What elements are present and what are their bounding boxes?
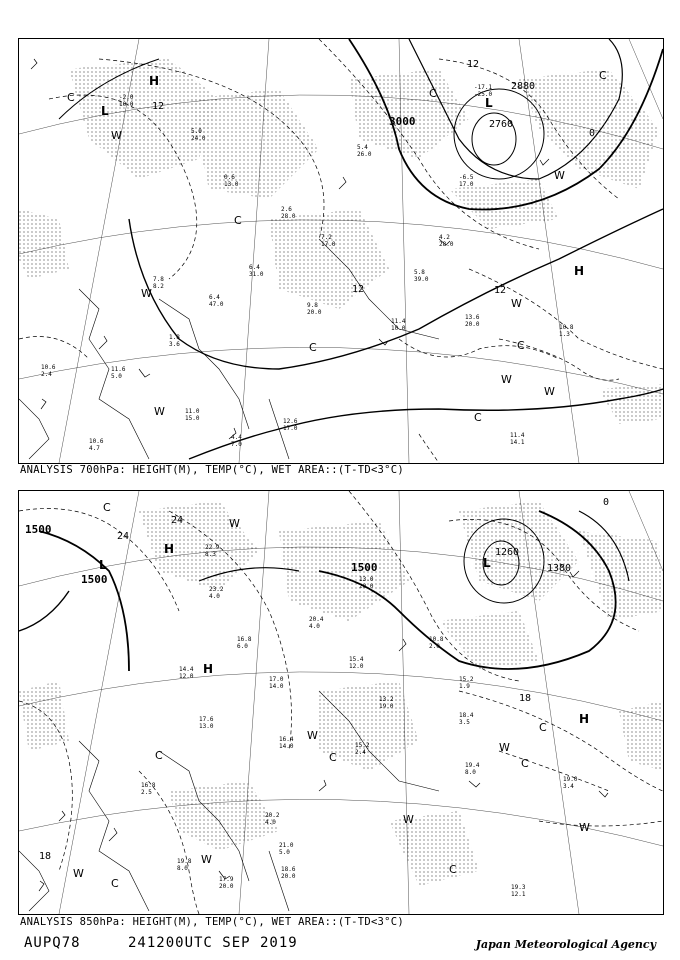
svg-text:12.1: 12.1 [511, 891, 526, 898]
svg-text:8.0: 8.0 [177, 865, 188, 872]
station-plot [465, 314, 480, 328]
svg-text:13.2: 13.2 [379, 696, 394, 703]
air-mass-label: W [501, 373, 512, 386]
svg-text:16.8: 16.8 [141, 782, 156, 789]
svg-text:8.0: 8.0 [465, 769, 476, 776]
isotherm-label: 24 [117, 531, 130, 542]
svg-text:3.4: 3.4 [563, 783, 574, 790]
station-plot [177, 858, 192, 872]
svg-text:18.6: 18.6 [281, 866, 296, 873]
svg-text:7.8: 7.8 [153, 276, 164, 283]
svg-text:5.0: 5.0 [279, 849, 290, 856]
station-plot [89, 438, 104, 452]
svg-text:10.0: 10.0 [119, 101, 134, 108]
height-label: 2760 [489, 119, 514, 130]
svg-text:2.6: 2.6 [281, 206, 292, 213]
chart-code: AUPQ78 [24, 935, 81, 951]
map-700hpa [18, 38, 664, 464]
air-mass-label: C [155, 749, 163, 762]
station-plot [265, 812, 280, 826]
svg-text:6.4: 6.4 [209, 294, 220, 301]
svg-text:6.4: 6.4 [249, 264, 260, 271]
svg-text:20.2: 20.2 [265, 812, 280, 819]
svg-text:20.0: 20.0 [359, 583, 374, 590]
air-mass-label: W [201, 853, 212, 866]
svg-text:11.4: 11.4 [391, 318, 406, 325]
svg-text:7.0: 7.0 [231, 441, 242, 448]
svg-text:12.0: 12.0 [179, 673, 194, 680]
station-plot [141, 782, 156, 796]
svg-text:20.0: 20.0 [465, 321, 480, 328]
isotherm-label: 12 [352, 284, 365, 295]
svg-text:16.4: 16.4 [279, 736, 294, 743]
height-label: 1380 [547, 563, 572, 574]
svg-text:13.0: 13.0 [199, 723, 214, 730]
svg-text:11.0: 11.0 [185, 408, 200, 415]
svg-text:11.6: 11.6 [111, 366, 126, 373]
svg-text:5.4: 5.4 [357, 144, 368, 151]
svg-text:4.7: 4.7 [89, 445, 100, 452]
svg-text:19.3: 19.3 [511, 884, 526, 891]
station-plot [279, 842, 294, 856]
air-mass-label: C [111, 877, 119, 890]
svg-text:1.8: 1.8 [169, 334, 180, 341]
air-mass-label: C [599, 69, 607, 82]
svg-text:39.0: 39.0 [414, 276, 429, 283]
high-center-label: H [579, 712, 590, 726]
svg-text:5.8: 5.8 [414, 269, 425, 276]
isotherm-label: 0 [589, 128, 596, 139]
isotherm-label: 0 [603, 497, 610, 508]
air-mass-label: C [521, 757, 529, 770]
svg-text:10.0: 10.0 [391, 325, 406, 332]
svg-text:4.0: 4.0 [265, 819, 276, 826]
station-plot [185, 408, 200, 422]
svg-text:4.0: 4.0 [309, 623, 320, 630]
svg-text:13.6: 13.6 [465, 314, 480, 321]
svg-text:3.5: 3.5 [459, 719, 470, 726]
air-mass-label: W [141, 287, 152, 300]
svg-text:5.0: 5.0 [111, 373, 122, 380]
station-plot [391, 318, 406, 332]
air-mass-label: C [329, 751, 337, 764]
agency-name: Japan Meteorological Agency [475, 938, 656, 951]
svg-text:-6.5: -6.5 [459, 174, 474, 181]
svg-text:13.0: 13.0 [359, 576, 374, 583]
low-center-label: L [99, 558, 107, 572]
isotherm-label: 12 [494, 285, 507, 296]
air-mass-label: W [511, 297, 522, 310]
height-label: 1500 [81, 573, 108, 586]
station-plot [281, 866, 296, 880]
air-mass-label: C [67, 91, 75, 104]
svg-text:19.8: 19.8 [177, 858, 192, 865]
svg-text:10.8: 10.8 [429, 636, 444, 643]
svg-text:14.1: 14.1 [510, 439, 525, 446]
svg-text:9.8: 9.8 [307, 302, 318, 309]
caption-850hpa: ANALYSIS 850hPa: HEIGHT(M), TEMP(°C), WET AREA::(T-TD<3°C) [20, 916, 405, 928]
high-center-label: H [149, 74, 160, 88]
isotherm-label: 12 [152, 101, 165, 112]
low-center-label: L [485, 96, 493, 110]
map-850hpa [18, 490, 664, 915]
svg-text:2.4: 2.4 [355, 749, 366, 756]
height-label: 1500 [25, 523, 52, 536]
height-label: 1260 [495, 547, 520, 558]
svg-text:20.0: 20.0 [219, 883, 234, 890]
svg-text:15.4: 15.4 [349, 656, 364, 663]
air-mass-label: W [73, 867, 84, 880]
air-mass-label: W [154, 405, 165, 418]
air-mass-label: W [111, 129, 122, 142]
svg-text:21.0: 21.0 [279, 842, 294, 849]
isotherm-label: 18 [519, 693, 532, 704]
svg-text:10.6: 10.6 [41, 364, 56, 371]
station-plot [283, 418, 298, 432]
svg-text:6.0: 6.0 [237, 643, 248, 650]
station-plot [41, 364, 56, 378]
station-plot [465, 762, 480, 776]
low-center-label: L [101, 104, 109, 118]
air-mass-label: C [517, 339, 525, 352]
svg-text:1.9: 1.9 [459, 683, 470, 690]
station-plot [231, 434, 242, 448]
svg-text:10.6: 10.6 [89, 438, 104, 445]
air-mass-label: W [229, 517, 240, 530]
svg-text:20.4: 20.4 [309, 616, 324, 623]
svg-text:15.0: 15.0 [185, 415, 200, 422]
air-mass-label: C [309, 341, 317, 354]
air-mass-label: W [579, 821, 590, 834]
high-center-label: H [574, 264, 585, 278]
isotherm-label: 18 [39, 851, 52, 862]
height-label: 3000 [389, 115, 416, 128]
air-mass-label: W [554, 169, 565, 182]
svg-text:1.3: 1.3 [559, 331, 570, 338]
svg-text:17.6: 17.6 [199, 716, 214, 723]
isotherm-label: 12 [467, 59, 480, 70]
air-mass-label: C [429, 87, 437, 100]
station-plot [563, 776, 578, 790]
air-mass-label: W [544, 385, 555, 398]
low-center-label: L [483, 556, 491, 570]
station-plot [559, 324, 574, 338]
svg-text:17.0: 17.0 [269, 676, 284, 683]
svg-text:8.2: 8.2 [153, 283, 164, 290]
air-mass-label: C [474, 411, 482, 424]
svg-text:14.0: 14.0 [279, 743, 294, 750]
map-850hpa-canvas [19, 491, 663, 914]
svg-text:12.6: 12.6 [283, 418, 298, 425]
svg-text:26.0: 26.0 [357, 151, 372, 158]
valid-time: 241200UTC SEP 2019 [128, 935, 298, 951]
svg-text:19.0: 19.0 [379, 703, 394, 710]
caption-700hpa: ANALYSIS 700hPa: HEIGHT(M), TEMP(°C), WET AREA::(T-TD<3°C) [20, 464, 405, 476]
svg-text:8.3: 8.3 [205, 551, 216, 558]
station-plot [459, 712, 474, 726]
svg-text:-2.0: -2.0 [119, 94, 134, 101]
svg-text:4.4: 4.4 [231, 434, 242, 441]
air-mass-label: W [307, 729, 318, 742]
svg-text:10.8: 10.8 [559, 324, 574, 331]
svg-text:23.2: 23.2 [209, 586, 224, 593]
station-plot [153, 276, 164, 290]
svg-text:4.0: 4.0 [209, 593, 220, 600]
svg-text:17.0: 17.0 [459, 181, 474, 188]
svg-text:2.0: 2.0 [429, 643, 440, 650]
station-plot [511, 884, 526, 898]
svg-text:16.8: 16.8 [237, 636, 252, 643]
station-plot [307, 302, 322, 316]
svg-text:28.0: 28.0 [439, 241, 454, 248]
svg-text:0.6: 0.6 [224, 174, 235, 181]
svg-text:12.0: 12.0 [349, 663, 364, 670]
isotherm-label: 24 [171, 515, 184, 526]
high-center-label: H [164, 542, 175, 556]
station-plot [111, 366, 126, 380]
svg-text:20.0: 20.0 [281, 873, 296, 880]
height-label: 1500 [351, 561, 378, 574]
height-label: 2880 [511, 81, 536, 92]
svg-text:15.2: 15.2 [459, 676, 474, 683]
air-mass-label: W [499, 741, 510, 754]
svg-text:7.2: 7.2 [321, 234, 332, 241]
air-mass-label: C [449, 863, 457, 876]
svg-text:20.0: 20.0 [307, 309, 322, 316]
svg-text:2.4: 2.4 [41, 371, 52, 378]
svg-text:3.6: 3.6 [169, 341, 180, 348]
svg-text:31.0: 31.0 [249, 271, 264, 278]
air-mass-label: C [234, 214, 242, 227]
svg-text:11.4: 11.4 [510, 432, 525, 439]
svg-text:17.0: 17.0 [283, 425, 298, 432]
wet-area [19, 501, 663, 886]
svg-text:5.0: 5.0 [191, 128, 202, 135]
svg-text:2.5: 2.5 [141, 789, 152, 796]
air-mass-label: C [539, 721, 547, 734]
air-mass-label: C [103, 501, 111, 514]
svg-text:-25.0: -25.0 [474, 91, 493, 98]
svg-text:19.0: 19.0 [563, 776, 578, 783]
svg-text:15.2: 15.2 [355, 742, 370, 749]
svg-text:17.9: 17.9 [219, 876, 234, 883]
svg-text:28.0: 28.0 [281, 213, 296, 220]
svg-text:-17.1: -17.1 [474, 84, 493, 91]
air-mass-label: W [403, 813, 414, 826]
high-center-label: H [203, 662, 214, 676]
svg-text:47.0: 47.0 [209, 301, 224, 308]
svg-text:14.4: 14.4 [179, 666, 194, 673]
svg-text:13.0: 13.0 [224, 181, 239, 188]
map-700hpa-canvas [19, 39, 663, 463]
svg-text:4.2: 4.2 [439, 234, 450, 241]
svg-text:22.9: 22.9 [205, 544, 220, 551]
svg-text:14.0: 14.0 [269, 683, 284, 690]
svg-text:17.0: 17.0 [321, 241, 336, 248]
station-plot [510, 432, 525, 446]
svg-text:19.4: 19.4 [465, 762, 480, 769]
station-plot [219, 876, 234, 890]
svg-text:24.0: 24.0 [191, 135, 206, 142]
svg-text:18.4: 18.4 [459, 712, 474, 719]
